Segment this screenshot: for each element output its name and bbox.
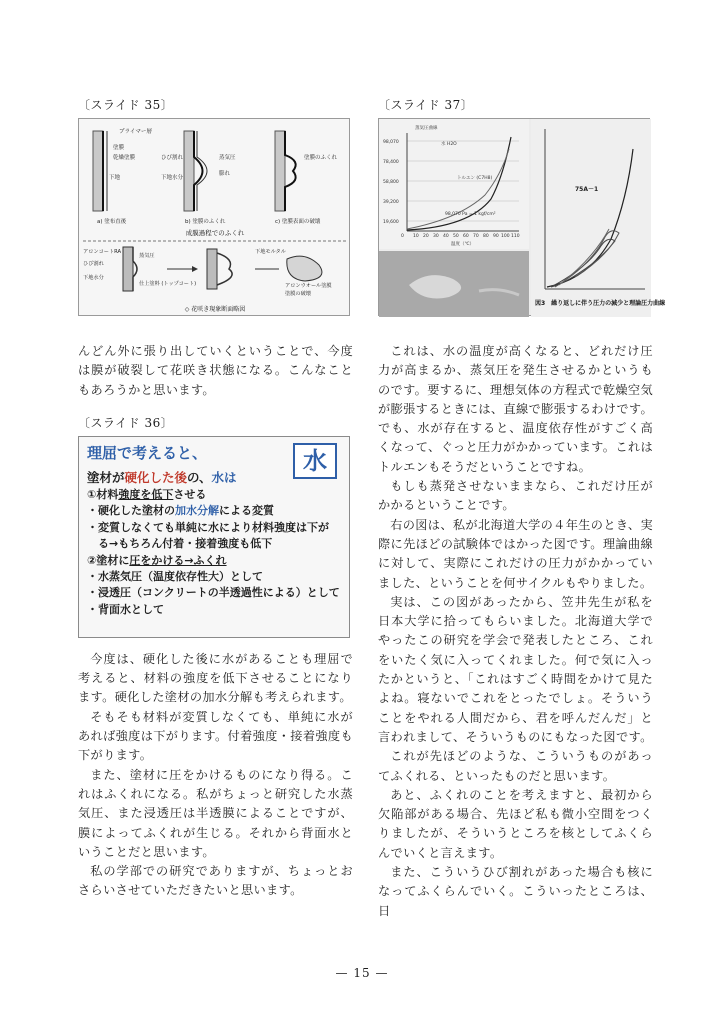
svg-text:78,400: 78,400 (383, 160, 399, 165)
svg-text:水 H2O: 水 H2O (441, 142, 457, 147)
svg-text:下地水分: 下地水分 (161, 175, 184, 181)
svg-text:110: 110 (511, 234, 520, 239)
right-paragraph-2: もしも蒸発させないままなら、これだけ圧がかかるということです。 (378, 479, 653, 513)
right-paragraph-5: これが先ほどのような、こういうものがあってふくれる、といったものだと思います。 (378, 749, 653, 783)
caption-bottom: ◇ 花咲き現象断面略図 (184, 306, 246, 313)
slide36-subtitle: 塗材が硬化した後の、水は (87, 469, 237, 485)
svg-text:98,070: 98,070 (383, 140, 399, 145)
svg-text:a) 塗布直後: a) 塗布直後 (97, 219, 127, 225)
right-column (378, 98, 666, 921)
slide36-title: 理屈で考えると、 (87, 443, 208, 462)
slide36-water-kanji: 水 (293, 443, 337, 479)
slide36-line: る→もちろん付着・接着強度も低下 (87, 537, 273, 551)
svg-text:30: 30 (433, 234, 439, 239)
svg-text:70: 70 (473, 234, 479, 239)
svg-text:98,070 Pa = 1 kgf/cm²: 98,070 Pa = 1 kgf/cm² (445, 212, 496, 217)
svg-text:アロンウオール塗膜: アロンウオール塗膜 (285, 283, 332, 289)
svg-text:下地水分: 下地水分 (83, 275, 104, 281)
svg-text:60: 60 (463, 234, 469, 239)
page-number: — 15 — (335, 966, 389, 980)
left-paragraph-5: 私の学部での研究でありますが、ちょっとおさらいさせていただきたいと思います。 (78, 864, 353, 898)
svg-text:アロンコートRA: アロンコートRA (83, 249, 122, 255)
svg-text:80: 80 (483, 234, 489, 239)
svg-text:0: 0 (401, 234, 404, 239)
slide36-line: ①材料強度を低下させる (87, 487, 207, 501)
left-paragraph-4: また、塗材に圧をかけるものになり得る。これはふくれになる。私がちょっと研究した水蒸気圧、また浸透圧は半透膜によることですが、膜によってふくれが生じる。それから背面水ということだと思います。 (78, 767, 353, 859)
slide36-label: 〔スライド 36〕 (78, 415, 174, 430)
svg-text:下地: 下地 (109, 175, 121, 181)
svg-text:39,200: 39,200 (383, 200, 399, 205)
svg-text:90: 90 (493, 234, 499, 239)
svg-text:ひび割れ: ひび割れ (83, 261, 104, 267)
svg-text:10: 10 (413, 234, 419, 239)
slide35-figure (78, 118, 350, 316)
left-paragraph-1: んどん外に張り出していくということで、今度は膜が破裂して花咲き状態になる。こんなこともあろうかと思います。 (78, 344, 353, 397)
svg-text:蒸気圧: 蒸気圧 (219, 155, 236, 161)
svg-text:温度（℃）: 温度（℃） (451, 242, 475, 247)
slide36-line: ・水蒸気圧（温度依存性大）として (87, 569, 263, 583)
svg-text:下地モルタル: 下地モルタル (255, 249, 286, 255)
slide35-label: 〔スライド 35〕 (78, 98, 174, 112)
svg-text:塗膜: 塗膜 (113, 145, 125, 151)
slide37-figure (378, 118, 666, 316)
svg-text:トルエン (C7H8): トルエン (C7H8) (457, 176, 493, 181)
svg-text:c) 塗膜表面の破壊: c) 塗膜表面の破壊 (275, 219, 321, 225)
slide37-label: 〔スライド 37〕 (378, 98, 474, 112)
svg-text:b) 塗膜のふくれ: b) 塗膜のふくれ (185, 219, 226, 225)
slide36-line: ・硬化した塗材の加水分解による変質 (87, 504, 274, 518)
right-paragraph-4: 実は、この図があったから、笠井先生が私を日本大学に拾ってもらいました。北海道大学でやったこの研究を学会で発表したところ、これをいたく気に入ってくれました。何で気に入ったかというと、「これはすごく時間をかけて見たよね。寝ないでこれをとったでしょ。そういうことをやれる人間だから、君を呼んだんだ」と言われまして、そういうものにもなった図です。 (378, 594, 653, 744)
label-primer: プライマー層 (119, 129, 152, 135)
svg-text:乾燥塗膜: 乾燥塗膜 (113, 155, 136, 161)
svg-text:75A－1: 75A－1 (575, 186, 599, 193)
blister-diagram (79, 119, 351, 317)
svg-text:塗膜の破壊: 塗膜の破壊 (285, 291, 311, 297)
svg-text:蒸気圧曲線: 蒸気圧曲線 (415, 126, 438, 131)
vapor-pressure-figure (379, 119, 666, 317)
caption-top: 成膜過程でのふくれ (185, 229, 245, 237)
slide36-box (78, 436, 350, 638)
left-column (78, 98, 353, 901)
svg-text:膨れ: 膨れ (219, 171, 231, 177)
slide36-line: ②塗材に圧をかける→ふくれ (87, 553, 227, 567)
slide36-line: ・変質しなくても単純に水により材料強度は下が (87, 520, 329, 534)
left-paragraph-2: 今度は、硬化した後に水があることも理屈で考えると、材料の強度を低下させることになります。硬化した塗材の加水分解も考えられます。 (78, 651, 353, 705)
svg-text:仕上塗料 (トップコート): 仕上塗料 (トップコート) (139, 281, 197, 287)
svg-text:58,800: 58,800 (383, 180, 399, 185)
svg-text:100: 100 (501, 234, 510, 239)
right-paragraph-7: また、こういうひび割れがあった場合も核になってふくらんでいく。こういったところは、日 (378, 865, 653, 918)
right-paragraph-1: これは、水の温度が高くなると、どれだけ圧力が高まるか、蒸気圧を発生させるかというものです。要するに、理想気体の方程式で乾燥空気が膨張するときには、直線で膨張するわけです。でも、水が存在すると、温度依存性がすごく高くなって、ぐっと圧力がかかっています。これはトルエンもそうだということですね。 (378, 344, 653, 474)
svg-text:50: 50 (453, 234, 459, 239)
slide36-line: ・背面水として (87, 602, 164, 616)
svg-text:19,600: 19,600 (383, 220, 399, 225)
left-paragraph-3: そもそも材料が変質しなくても、単純に水があれば強度は下がります。付着強度・接着強度も下がります。 (78, 709, 353, 763)
svg-text:20: 20 (423, 234, 429, 239)
slide36-line: ・浸透圧（コンクリートの半透過性による）として (87, 586, 340, 600)
svg-text:蒸気圧: 蒸気圧 (139, 253, 155, 259)
svg-text:40: 40 (443, 234, 449, 239)
svg-text:塗膜のふくれ: 塗膜のふくれ (304, 155, 338, 161)
right-paragraph-3: 右の図は、私が北海道大学の４年生のとき、実際に先ほどの試験体ではかった図です。理論曲線に対して、実際にこれだけの圧力がかかっていました、ということを何サイクルもやりました。 (378, 517, 653, 590)
svg-text:ひび割れ: ひび割れ (161, 155, 184, 161)
right-paragraph-6: あと、ふくれのことを考えますと、最初から欠陥部がある場合、先ほど私も微小空間をつくりましたが、そういうところを核としてふくらんでいくと言えます。 (378, 787, 653, 860)
figure3-caption: 図3 繰り返しに伴う圧力の減少と理論圧力曲線 (535, 300, 666, 307)
